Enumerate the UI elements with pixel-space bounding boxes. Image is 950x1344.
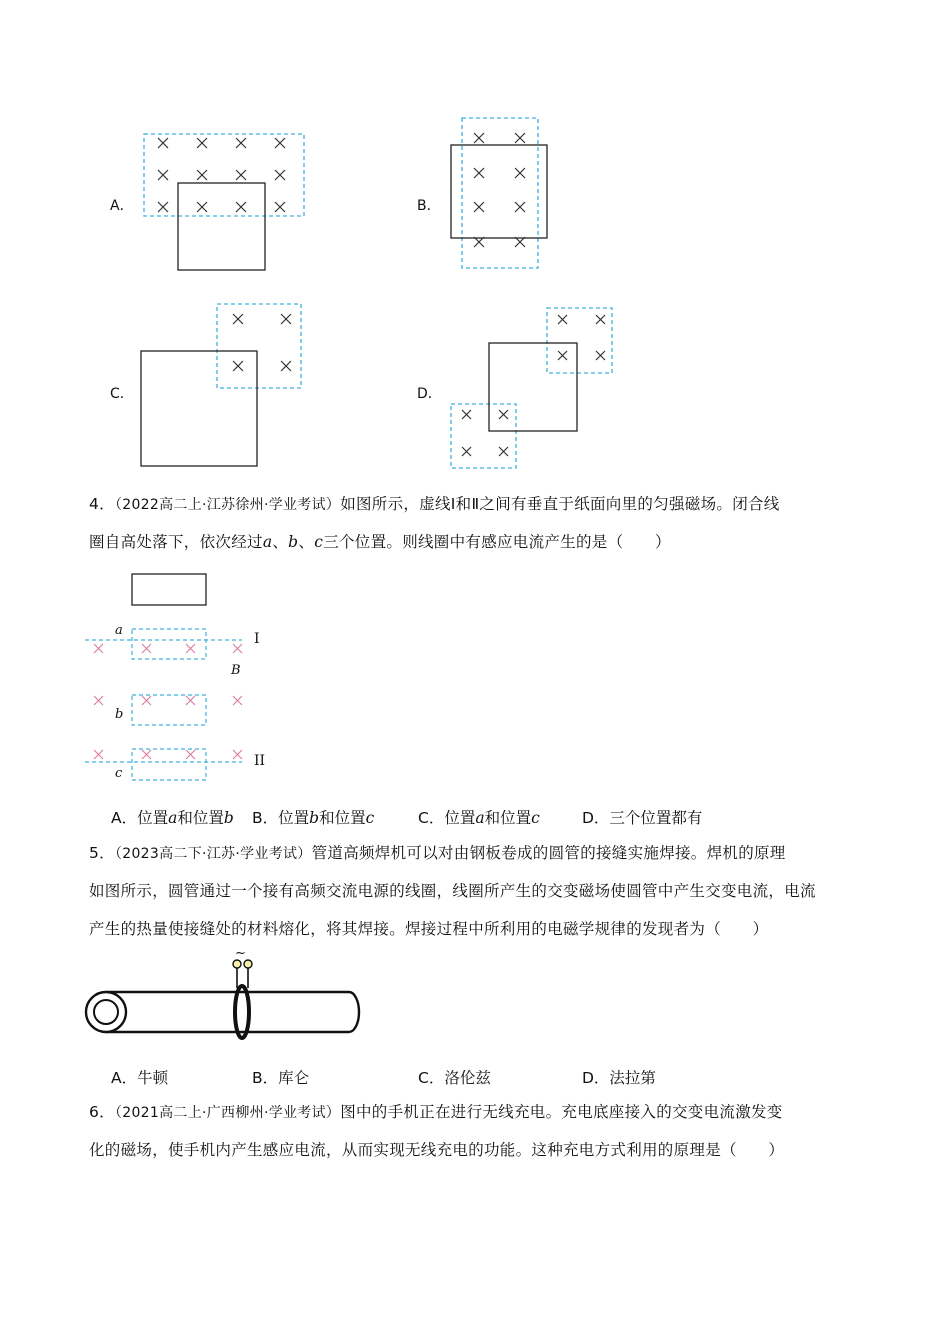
q3-option-b-label: B．: [417, 198, 441, 214]
field-x-mark: [94, 750, 103, 759]
q4-fig-label-I: I: [254, 631, 260, 647]
q4-number: 4．: [89, 495, 115, 513]
q5-stem: 管道高频焊机可以对由钢板卷成的圆管的接缝实施焊接。焊机的原理: [311, 844, 786, 862]
field-x-mark: [515, 168, 525, 178]
q6-number: 6．: [89, 1103, 115, 1121]
field-x-mark: [596, 315, 605, 324]
q3-option-a-figure: [140, 130, 310, 275]
q5-option-c[interactable]: C．洛伦兹: [418, 1069, 491, 1087]
q5-line-3: 产生的热量使接缝处的材料熔化，将其焊接。焊接过程中所利用的电磁学规律的发现者为（ ）: [89, 920, 769, 938]
q6-stem: 图中的手机正在进行无线充电。充电底座接入的交变电流激发变: [340, 1103, 783, 1121]
field-x-mark: [233, 361, 243, 371]
q4-fig-label-B: B: [231, 663, 241, 678]
q5-number: 5．: [89, 844, 115, 862]
field-x-mark: [275, 138, 285, 148]
q3-option-d-label: D．: [417, 386, 442, 402]
field-x-mark: [158, 170, 168, 180]
q5-pipe-figure: [84, 952, 369, 1062]
coil-square: [178, 183, 265, 270]
q4-option-d[interactable]: D．三个位置都有: [582, 809, 703, 827]
q4-fig-label-a: a: [115, 623, 123, 638]
q5-line-1: [89, 834, 786, 873]
field-x-mark: [142, 696, 151, 705]
field-x-mark: [158, 202, 168, 212]
coil-position-c: [132, 749, 206, 780]
q5-option-d[interactable]: D．法拉第: [582, 1069, 656, 1087]
field-x-mark: [142, 644, 151, 653]
field-x-mark: [596, 351, 605, 360]
q4-option-a[interactable]: A．位置a和位置b: [111, 809, 234, 827]
pipe-body: [106, 992, 359, 1032]
field-x-mark: [236, 170, 246, 180]
coil-square: [132, 574, 206, 605]
field-x-mark: [197, 202, 207, 212]
field-x-mark: [233, 750, 242, 759]
field-x-mark: [558, 315, 567, 324]
field-x-mark: [462, 410, 471, 419]
field-x-mark: [186, 696, 195, 705]
field-x-mark: [515, 202, 525, 212]
q4-line-1: [89, 485, 780, 524]
field-x-mark: [186, 644, 195, 653]
coil-ring: [235, 986, 249, 1038]
field-x-mark: [233, 644, 242, 653]
field-x-mark: [233, 696, 242, 705]
field-x-mark: [558, 351, 567, 360]
q3-option-a-label: A．: [110, 198, 134, 214]
terminal-icon: [244, 960, 252, 968]
field-x-mark: [281, 361, 291, 371]
field-x-mark: [515, 133, 525, 143]
q4-option-c[interactable]: C．位置a和位置c: [418, 809, 540, 827]
field-x-mark: [499, 410, 508, 419]
q6-line-2: 化的磁场，使手机内产生感应电流，从而实现无线充电的功能。这种充电方式利用的原理是（ ）: [89, 1141, 785, 1159]
q5-option-a[interactable]: A．牛顿: [111, 1069, 169, 1087]
field-x-mark: [474, 133, 484, 143]
field-x-mark: [233, 314, 243, 324]
terminal-icon: [233, 960, 241, 968]
field-x-mark: [186, 750, 195, 759]
field-x-mark: [462, 447, 471, 456]
q5-line-2: 如图所示，圆管通过一个接有高频交流电源的线圈，线圈所产生的交变磁场使圆管中产生交变电流，电流: [89, 882, 816, 900]
q4-fig-label-c: c: [115, 766, 123, 781]
field-x-mark: [236, 138, 246, 148]
q5-source: （2023高二下·江苏·学业考试）: [114, 846, 312, 862]
field-x-mark: [474, 202, 484, 212]
field-x-mark: [275, 202, 285, 212]
coil-position-b: [132, 695, 206, 725]
coil-square: [451, 145, 547, 238]
q5-option-b[interactable]: B．库仑: [252, 1069, 310, 1087]
q4-fig-label-II: II: [254, 753, 266, 769]
q4-line-2: 圈自高处落下，依次经过a、b、c三个位置。则线圈中有感应电流产生的是（ ）: [89, 533, 671, 551]
q3-option-c-figure: [135, 298, 310, 473]
q3-option-b-figure: [445, 113, 555, 273]
field-x-mark: [474, 168, 484, 178]
q4-fig-label-b: b: [115, 707, 124, 722]
q6-line-1: [89, 1093, 783, 1132]
field-x-mark: [281, 314, 291, 324]
field-x-mark: [197, 170, 207, 180]
field-x-mark: [158, 138, 168, 148]
q3-option-d-figure: [445, 303, 620, 473]
field-x-mark: [236, 202, 246, 212]
q4-stem: 如图所示，虚线Ⅰ和Ⅱ之间有垂直于纸面向里的匀强磁场。闭合线: [340, 495, 780, 513]
ac-tilde-symbol: ~: [235, 946, 246, 961]
field-x-mark: [94, 644, 103, 653]
field-x-mark: [94, 696, 103, 705]
field-x-mark: [499, 447, 508, 456]
pipe-end-inner: [94, 1000, 118, 1024]
q4-option-b[interactable]: B．位置b和位置c: [252, 809, 375, 827]
field-x-mark: [275, 170, 285, 180]
q3-option-c-label: C．: [110, 386, 134, 402]
q4-source: （2022高二上·江苏徐州·学业考试）: [114, 497, 341, 513]
field-x-mark: [197, 138, 207, 148]
q4-figure: [80, 568, 280, 790]
field-x-mark: [142, 750, 151, 759]
q6-source: （2021高二上·广西柳州·学业考试）: [114, 1105, 341, 1121]
